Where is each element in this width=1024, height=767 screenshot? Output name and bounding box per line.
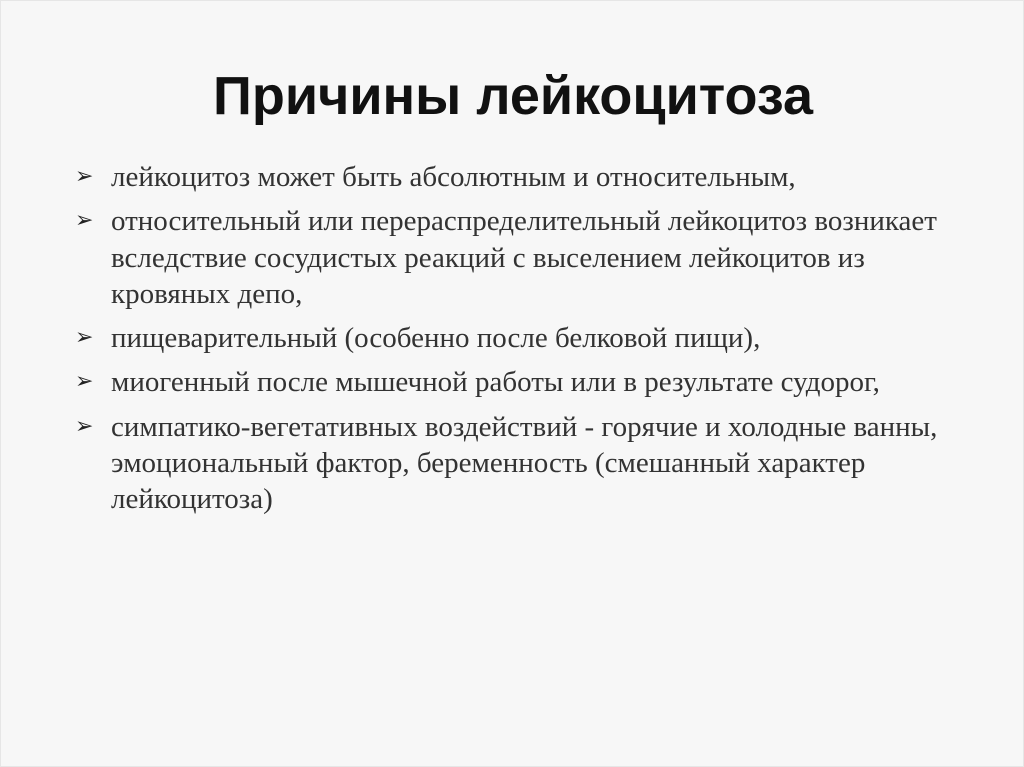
arrowhead-bullet-icon: ➢ [75,208,94,234]
list-item [71,409,951,518]
bullet-text: лейкоцитоз может быть абсолютным и относительным, [111,161,796,193]
bullet-list [71,159,951,525]
list-item [71,203,951,312]
arrowhead-bullet-icon: ➢ [75,164,94,189]
arrowhead-bullet-icon: ➢ [75,325,94,350]
arrowhead-bullet-icon: ➢ [75,369,94,395]
bullet-text: пищеварительный (особенно после белковой пищи), [111,322,761,354]
list-item [71,364,951,400]
list-item [71,159,951,195]
list-item [71,320,951,356]
bullet-text: симпатико-вегетативных воздействий - горячие и холодные ванны, эмоциональный фактор, беременность (смешанный характер лейкоцитоза) [111,410,938,515]
slide-title: Причины лейкоцитоза [213,66,813,126]
arrowhead-bullet-icon: ➢ [75,413,94,439]
bullet-text: миогенный после мышечной работы или в результате судорог, [111,366,880,399]
bullet-text: относительный или перераспределительный лейкоцитоз возникает вследствие сосудистых реакций с выселением лейкоцитов из кровяных депо, [111,205,937,310]
